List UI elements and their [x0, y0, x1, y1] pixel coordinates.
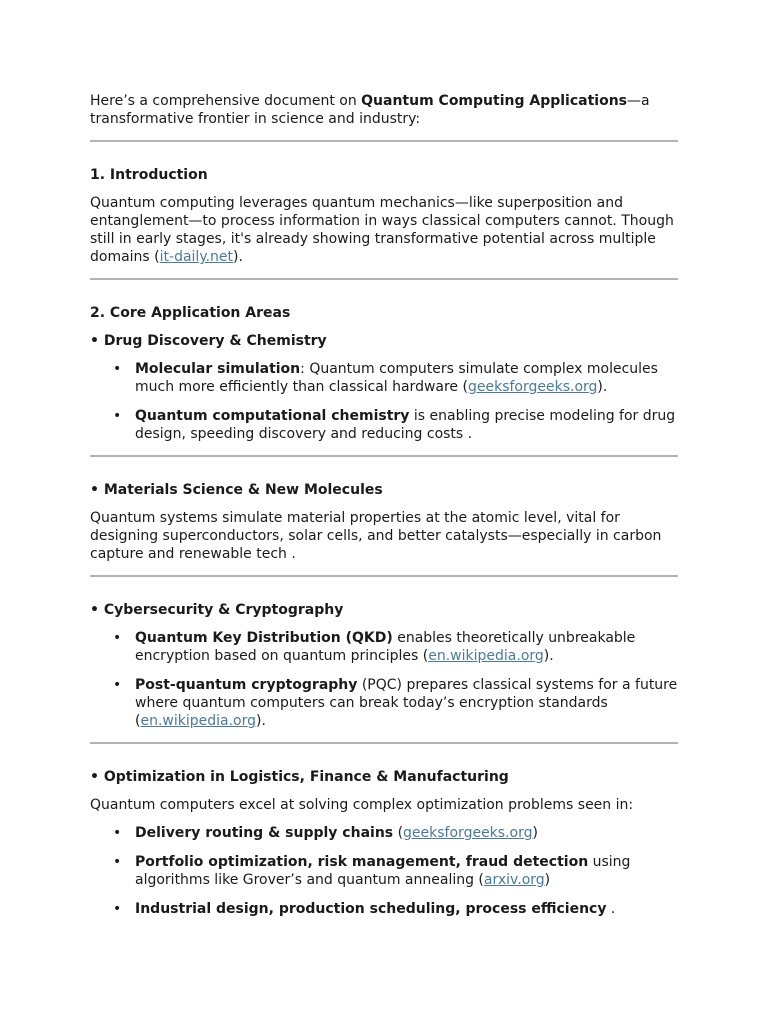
list-item-bold: Post-quantum cryptography: [135, 677, 358, 693]
list-item: [113, 824, 678, 842]
list-item-bold: Portfolio optimization, risk management, fraud detection: [135, 854, 589, 870]
list-item-bold: Delivery routing & supply chains: [135, 825, 394, 841]
list-item-tail: ).: [597, 379, 608, 395]
bullet-glyph: •: [113, 630, 122, 646]
link-geeksforgeeks[interactable]: geeksforgeeks.org: [467, 379, 598, 395]
materials-paragraph: Quantum systems simulate material properties at the atomic level, vital for designing superconductors, solar cells, and better catalysts—especially in carbon capture and renewable tech .: [90, 510, 662, 562]
list-item-text: using algorithms like Grover’s and quantum annealing (: [135, 854, 631, 888]
section-heading-core: 2. Core Application Areas: [90, 305, 291, 321]
introduction-tail: ).: [233, 249, 243, 265]
list-item: [113, 629, 678, 665]
divider: [90, 742, 678, 744]
section-heading-introduction: 1. Introduction: [90, 167, 208, 183]
list-item-tail: ): [532, 825, 538, 841]
introduction-paragraph: [90, 194, 678, 266]
optimization-paragraph: Quantum computers excel at solving complex optimization problems seen in:: [90, 797, 634, 813]
list-item-bold: Molecular simulation: [135, 361, 301, 377]
list-item-text: enables theoretically unbreakable encryption based on quantum principles (: [135, 630, 636, 664]
bullet-glyph: •: [113, 677, 122, 693]
introduction-text: Quantum computing leverages quantum mechanics—like superposition and entanglement—to process information in ways classical computers cannot. Though still in early stages, it's already showing transformative potential across multiple domains (: [90, 195, 674, 265]
cyber-list: [90, 629, 678, 730]
list-item-text: (: [393, 825, 404, 841]
divider: [90, 575, 678, 577]
subheading-materials: • Materials Science & New Molecules: [90, 482, 383, 498]
link-wikipedia[interactable]: en.wikipedia.org: [428, 648, 544, 664]
list-item: [113, 853, 678, 889]
list-item-tail: ).: [543, 648, 554, 664]
bullet-glyph: •: [113, 361, 122, 377]
bullet-glyph: •: [113, 854, 122, 870]
list-item-tail: ): [544, 872, 551, 888]
divider: [90, 278, 678, 280]
list-item-text: : Quantum computers simulate complex molecules much more efficiently than classical hardware (: [135, 361, 658, 395]
bullet-glyph: •: [113, 825, 122, 841]
list-item-bold: Quantum computational chemistry: [135, 408, 410, 424]
list-item-text: (PQC) prepares classical systems for a future where quantum computers can break today’s encryption standards (: [135, 677, 678, 729]
link-wikipedia[interactable]: en.wikipedia.org: [140, 713, 257, 729]
divider: [90, 140, 678, 142]
subheading-drug-discovery: • Drug Discovery & Chemistry: [90, 333, 327, 349]
list-item-tail: ).: [256, 713, 266, 729]
link-arxiv[interactable]: arxiv.org: [483, 872, 545, 888]
intro-paragraph: [90, 92, 678, 128]
divider: [90, 455, 678, 457]
subheading-cybersecurity: • Cybersecurity & Cryptography: [90, 602, 344, 618]
bullet-glyph: •: [113, 408, 122, 424]
document-body: [90, 90, 678, 918]
list-item-text: is enabling precise modeling for drug design, speeding discovery and reducing costs .: [135, 408, 676, 442]
bullet-glyph: •: [113, 901, 122, 917]
list-item: [113, 407, 678, 443]
list-item-bold: Industrial design, production scheduling, process efficiency: [135, 901, 607, 917]
link-it-daily[interactable]: it-daily.net: [159, 249, 234, 265]
list-item: [113, 676, 678, 730]
intro-text: Here’s a comprehensive document on: [90, 93, 362, 109]
drug-list: [90, 360, 678, 443]
subheading-optimization: • Optimization in Logistics, Finance & Manufacturing: [90, 769, 509, 785]
list-item: [113, 900, 678, 918]
list-item-text: .: [606, 901, 616, 917]
list-item: [113, 360, 678, 396]
list-item-bold: Quantum Key Distribution (QKD): [135, 630, 393, 646]
optimization-list: [90, 824, 678, 918]
intro-text-tail: —a transformative frontier in science and industry:: [90, 93, 650, 127]
link-geeksforgeeks[interactable]: geeksforgeeks.org: [403, 825, 533, 841]
intro-bold-title: Quantum Computing Applications: [361, 93, 627, 109]
